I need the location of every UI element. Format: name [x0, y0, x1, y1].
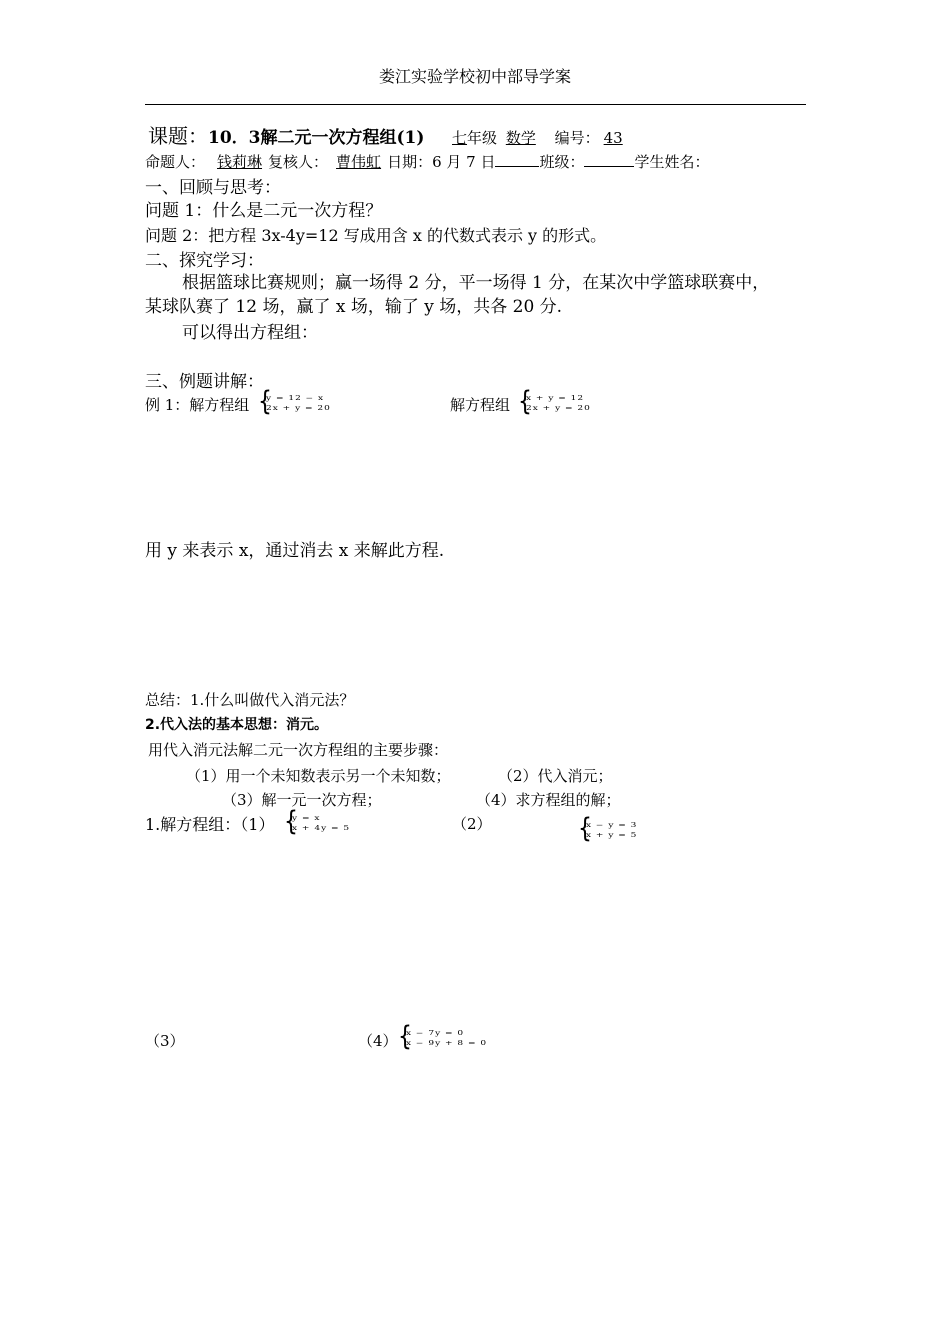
exercise-1-eq1: y = x [292, 815, 321, 822]
title-label: 课题： [148, 124, 208, 148]
reviewer-name: 曹伟虹 [336, 153, 382, 171]
title-meta [452, 131, 641, 146]
exercise-1-eq2: x + 4y = 5 [292, 825, 351, 832]
student-label: 学生姓名： [634, 153, 710, 171]
system-prompt: 可以得出方程组： [182, 323, 318, 343]
section1-heading: 一、回顾与思考： [145, 178, 281, 198]
author-label: 命题人： [145, 153, 206, 171]
brace-icon: { [258, 387, 272, 418]
section3-heading: 三、例题讲解： [145, 372, 264, 392]
exercise-2-label: （2） [452, 815, 492, 833]
summary-q1: 总结：1.什么叫做代入消元法？ [145, 691, 355, 709]
question-1: 问题 1：什么是二元一次方程？ [145, 201, 383, 221]
exercise-4-system [398, 1022, 538, 1054]
exercise-2-system [578, 814, 698, 846]
step-1: （1）用一个未知数表示另一个未知数； [186, 767, 451, 785]
step-4: （4）求方程组的解； [476, 791, 621, 809]
subject-value: 数学 [505, 129, 536, 147]
brace-icon: { [284, 807, 298, 838]
section2-heading: 二、探究学习： [145, 251, 264, 271]
example-2-label: 解方程组 [450, 396, 511, 414]
school-header: 娄江实验学校初中部导学案 [378, 67, 571, 86]
grade-label: 年级 [467, 129, 498, 147]
exercise-1-system [284, 807, 394, 839]
class-label: 班级： [539, 153, 585, 171]
exercise-3-label: （3） [145, 1032, 185, 1050]
problem-line-1: 根据篮球比赛规则；赢一场得 2 分，平一场得 1 分，在某次中学篮球联赛中， [182, 273, 770, 293]
step-3: （3）解一元一次方程； [222, 791, 382, 809]
title-topic: 10．3解二元一次方程组(1) [208, 128, 425, 148]
problem-line-2: 某球队赛了 12 场，赢了 x 场，输了 y 场，共各 20 分. [145, 297, 563, 317]
exercise-2-eq1: x − y = 3 [586, 822, 638, 829]
example-1-eq1: y = 12 − x [266, 395, 325, 402]
header-rule [145, 104, 806, 105]
grade-value: 七 [452, 129, 468, 147]
steps-intro: 用代入消元法解二元一次方程组的主要步骤： [148, 741, 449, 759]
title-line [148, 126, 424, 147]
method-hint: 用 y 来表示 x，通过消去 x 来解此方程. [145, 541, 445, 561]
example-1-system [258, 387, 388, 419]
example-1-label: 例 1：解方程组 [145, 396, 250, 414]
summary-q2: 2.代入法的基本思想：消元。 [145, 717, 329, 733]
author-name: 钱莉琳 [217, 153, 263, 171]
exercise-label: 1.解方程组：（1） [145, 815, 275, 834]
exercise-4-eq1: x − 7y = 0 [406, 1030, 465, 1037]
number-value: 43 [603, 129, 623, 147]
class-blank [584, 166, 634, 167]
example-2-system [518, 387, 648, 419]
example-2-eq1: x + y = 12 [526, 395, 585, 402]
number-label: 编号： [554, 129, 600, 147]
step-2: （2）代入消元； [498, 767, 613, 785]
date-label: 日期：6 月 7 日 [387, 153, 496, 171]
meta-line [145, 155, 710, 170]
brace-icon: { [398, 1022, 412, 1053]
example-1-eq2: 2x + y = 20 [266, 405, 331, 412]
exercise-4-label: （4） [358, 1032, 398, 1050]
exercise-2-eq2: x + y = 5 [586, 832, 638, 839]
question-2: 问题 2：把方程 3x-4y=12 写成用含 x 的代数式表示 y 的形式。 [145, 226, 607, 245]
date-blank [495, 166, 539, 167]
brace-icon: { [578, 814, 592, 845]
exercise-4-eq2: x − 9y + 8 = 0 [406, 1040, 488, 1047]
brace-icon: { [518, 387, 532, 418]
reviewer-label: 复核人： [268, 153, 329, 171]
example-2-eq2: 2x + y = 20 [526, 405, 591, 412]
